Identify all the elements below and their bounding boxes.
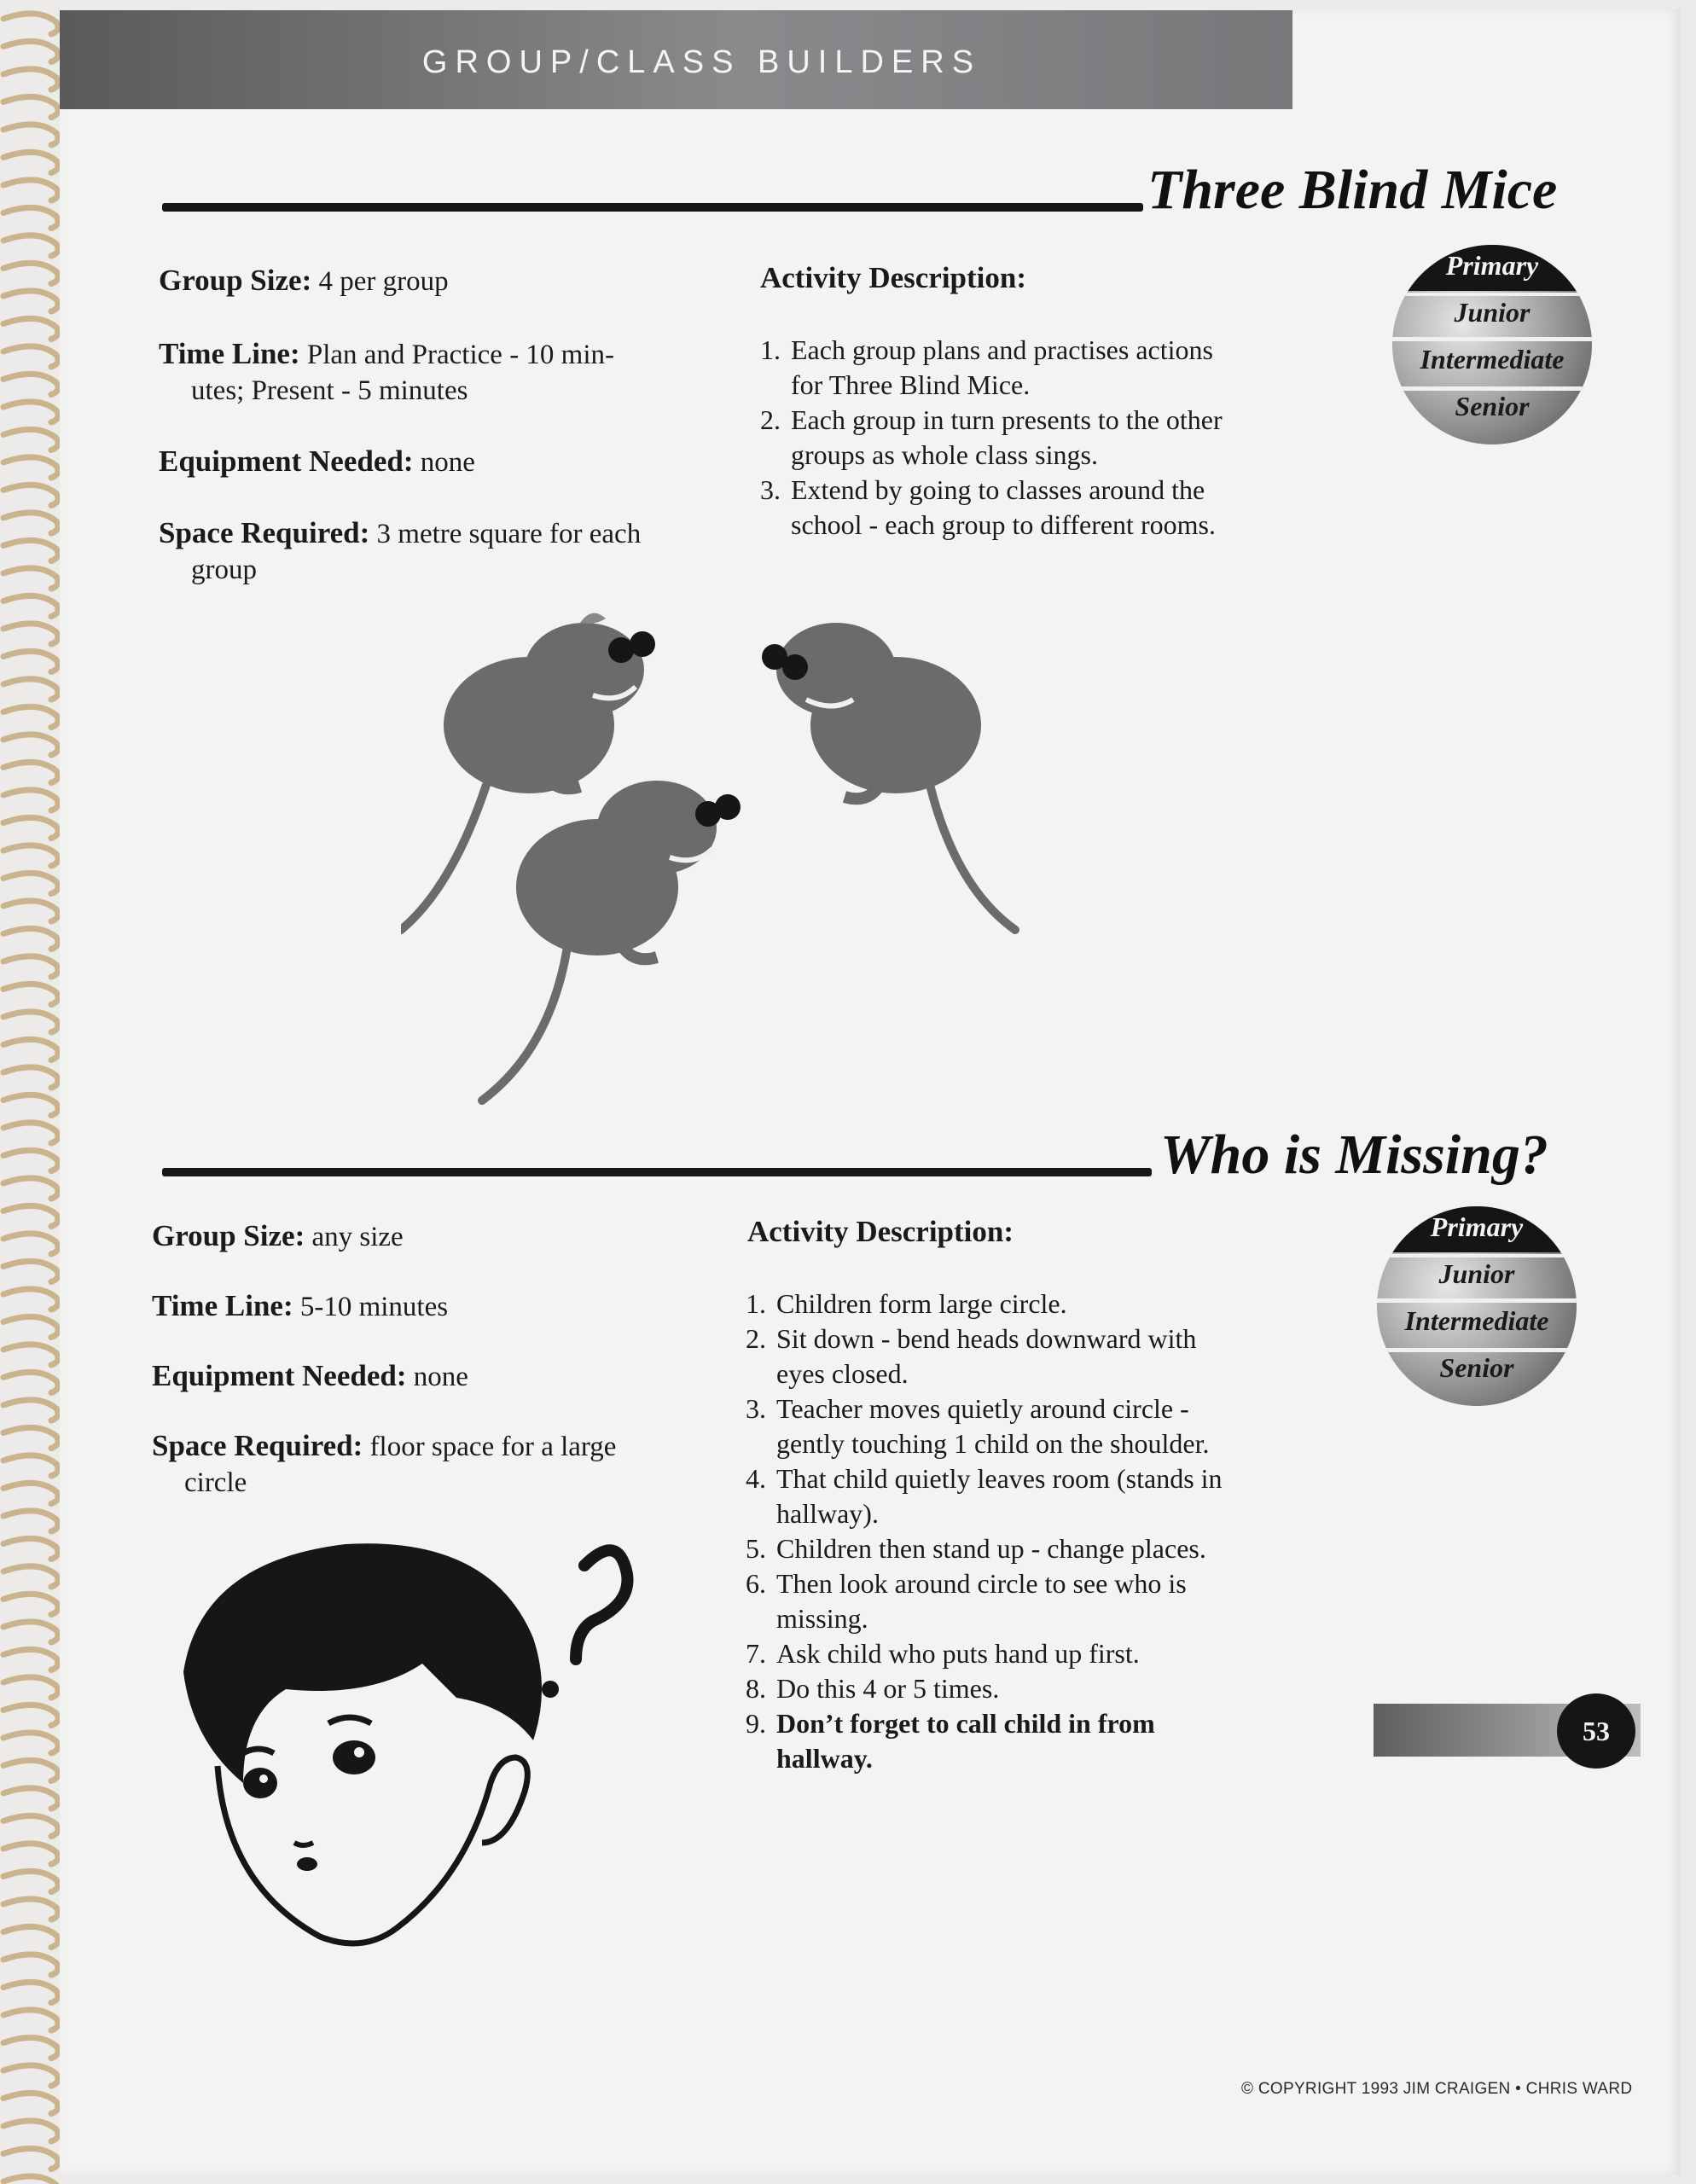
spiral-coil [3, 1372, 58, 1392]
section-header [60, 10, 1292, 109]
space-required [159, 515, 641, 588]
three-blind-mice-illustration [401, 589, 1049, 1109]
equipment-value: none [413, 1362, 468, 1392]
spiral-coil [3, 1205, 58, 1226]
spiral-coil [3, 207, 58, 228]
list-item: 9. Don’t forget to call child in from hallway. [746, 1708, 1155, 1774]
spiral-coil [3, 595, 58, 616]
spiral-coil [3, 1316, 58, 1337]
group-size-label: Group Size: [152, 1219, 305, 1252]
spiral-coil [3, 1400, 58, 1420]
spiral-coil [3, 513, 58, 533]
spiral-coil [3, 1483, 58, 1503]
spiral-coil [3, 1677, 58, 1698]
level-senior: Senior [1455, 391, 1530, 421]
spiral-coil [3, 1123, 58, 1143]
time-line-value-cont: utes; Present - 5 minutes [191, 375, 468, 406]
spiral-coil [3, 1955, 58, 1975]
group-size-label: Group Size: [159, 264, 312, 297]
spiral-coil [3, 1012, 58, 1032]
list-item: 1. Children form large circle. [746, 1288, 1067, 1319]
spiral-coil [3, 2121, 58, 2141]
list-item: 3. Teacher moves quietly around circle - gently touching 1 child on the shoulder. [746, 1393, 1210, 1459]
spiral-coil [3, 762, 58, 782]
spiral-coil [3, 1844, 58, 1864]
spiral-coil [3, 14, 58, 34]
equipment-needed [152, 1358, 468, 1395]
space-value-cont: circle [184, 1467, 247, 1498]
spiral-coil [3, 457, 58, 478]
list-item: 4. That child quietly leaves room (stands in hallway). [746, 1463, 1223, 1529]
spiral-coil [3, 1926, 58, 1947]
title-rule [162, 1168, 1152, 1176]
spiral-coil [3, 1815, 58, 1836]
spiral-coil [3, 180, 58, 200]
spiral-coil [3, 540, 58, 561]
group-size [152, 1218, 404, 1255]
spiral-coil [3, 1178, 58, 1199]
activity-title: Who is Missing? [1160, 1124, 1548, 1186]
list-item: 2. Each group in turn presents to the other groups as whole class sings. [760, 404, 1223, 470]
equipment-needed [159, 444, 475, 480]
spiral-coil [3, 1261, 58, 1281]
spiral-coil [3, 41, 58, 61]
spiral-coil [3, 1067, 58, 1088]
spiral-coil [3, 1511, 58, 1531]
spiral-coil [3, 125, 58, 145]
title-rule [162, 203, 1143, 212]
list-item: 3. Extend by going to classes around the school - each group to different rooms. [760, 474, 1216, 540]
activity-title: Three Blind Mice [1147, 159, 1558, 221]
activity-description-heading: Activity Description: [747, 1215, 1014, 1248]
spiral-coil [3, 790, 58, 810]
mouse-right [762, 623, 1015, 930]
spiral-coil [3, 2037, 58, 2058]
spiral-coil [3, 318, 58, 339]
space-label: Space Required: [159, 516, 370, 549]
spiral-coil [3, 1622, 58, 1642]
time-line-value: 5-10 minutes [299, 1292, 449, 1322]
spiral-coil [3, 1289, 58, 1310]
spiral-coil [3, 69, 58, 90]
spiral-coil [3, 1594, 58, 1614]
level-intermediate: Intermediate [1420, 344, 1565, 375]
spiral-coil [3, 1788, 58, 1809]
puzzled-child-illustration [166, 1510, 644, 1962]
level-senior: Senior [1439, 1352, 1514, 1383]
spiral-coil [3, 956, 58, 977]
spiral-coil [3, 624, 58, 644]
space-label: Space Required: [152, 1429, 363, 1462]
spiral-coil [3, 235, 58, 256]
spiral-coil [3, 1760, 58, 1780]
space-value: 3 metre square for each [376, 519, 642, 549]
list-item: 1. Each group plans and practises actions for Three Blind Mice. [760, 334, 1213, 400]
spiral-coil [3, 1871, 58, 1891]
spiral-binding [0, 0, 68, 2184]
spiral-coil [3, 346, 58, 367]
grade-level-badge [1375, 1205, 1578, 1408]
spiral-coil [3, 735, 58, 755]
spiral-coil [3, 152, 58, 172]
space-value-cont: group [191, 555, 257, 585]
spiral-coil [3, 901, 58, 921]
list-item: 6. Then look around circle to see who is missing. [746, 1568, 1187, 1634]
list-item: 7. Ask child who puts hand up first. [746, 1638, 1140, 1669]
spiral-coil [3, 1705, 58, 1725]
spiral-coil [3, 817, 58, 838]
equipment-label: Equipment Needed: [152, 1359, 407, 1392]
spiral-coil [3, 402, 58, 422]
grade-level-badge [1391, 243, 1594, 446]
time-line-label: Time Line: [159, 337, 300, 370]
question-mark-icon [576, 1550, 628, 1659]
spiral-coil [3, 845, 58, 866]
list-item: 8. Do this 4 or 5 times. [746, 1673, 1000, 1704]
level-primary: Primary [1445, 250, 1539, 281]
spiral-coil [3, 485, 58, 505]
spiral-coil [3, 2148, 58, 2169]
spiral-coil [3, 1345, 58, 1365]
spiral-coil [3, 1150, 58, 1170]
activity-description-heading: Activity Description: [760, 261, 1027, 294]
spiral-coil [3, 1566, 58, 1587]
list-item: 2. Sit down - bend heads downward with eyes closed. [746, 1323, 1197, 1389]
spiral-coil [3, 706, 58, 727]
activity-steps [760, 333, 1315, 543]
group-size-value: any size [311, 1222, 404, 1252]
spiral-coil [3, 2176, 58, 2184]
spiral-coil [3, 1649, 58, 1670]
level-junior: Junior [1438, 1258, 1515, 1289]
page-number: 53 [1557, 1693, 1635, 1769]
time-line [159, 336, 614, 409]
level-junior: Junior [1454, 297, 1530, 328]
equipment-value: none [420, 447, 475, 478]
spiral-coil [3, 1455, 58, 1476]
spiral-coil [3, 1039, 58, 1060]
spiral-coil [3, 1538, 58, 1559]
activity-steps [746, 1287, 1309, 1776]
spiral-coil [3, 568, 58, 589]
level-primary: Primary [1430, 1211, 1524, 1242]
spiral-coil [3, 429, 58, 450]
spiral-coil [3, 873, 58, 893]
time-line-value: Plan and Practice - 10 min- [306, 340, 615, 370]
group-size [159, 263, 449, 299]
spiral-coil [3, 263, 58, 283]
spiral-coil [3, 2010, 58, 2030]
spiral-coil [3, 984, 58, 1004]
spiral-coil [3, 1095, 58, 1115]
time-line [152, 1288, 448, 1325]
spiral-coil [3, 1427, 58, 1448]
spiral-coil [3, 2065, 58, 2086]
spiral-coil [3, 651, 58, 671]
equipment-label: Equipment Needed: [159, 444, 414, 478]
list-item: 5. Children then stand up - change places. [746, 1533, 1206, 1564]
spiral-coil [3, 2093, 58, 2113]
mouse-center [482, 781, 741, 1101]
spiral-coil [3, 1234, 58, 1254]
spiral-coil [3, 374, 58, 394]
copyright-notice: © COPYRIGHT 1993 JIM CRAIGEN • CHRIS WARD [1241, 2080, 1633, 2098]
level-intermediate: Intermediate [1404, 1305, 1549, 1336]
spiral-coil [3, 96, 58, 117]
section-header-title: GROUP/CLASS BUILDERS [421, 44, 982, 80]
space-required [152, 1428, 616, 1501]
spiral-coil [3, 679, 58, 700]
space-value: floor space for a large [369, 1432, 617, 1462]
spiral-coil [3, 291, 58, 311]
time-line-label: Time Line: [152, 1289, 293, 1322]
spiral-coil [3, 1733, 58, 1753]
spiral-coil [3, 1982, 58, 2002]
group-size-value: 4 per group [318, 266, 449, 297]
spiral-coil [3, 928, 58, 949]
spiral-coil [3, 1899, 58, 1920]
